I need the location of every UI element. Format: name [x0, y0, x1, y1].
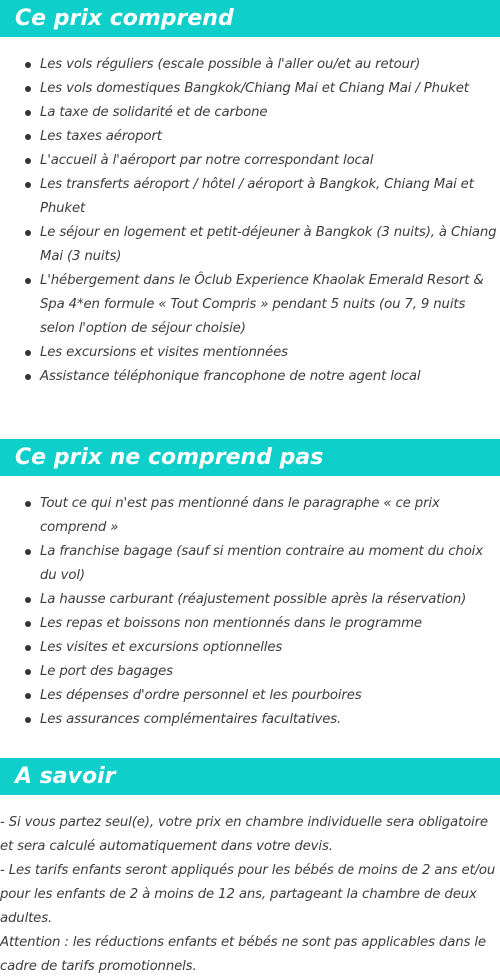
bullet-icon	[25, 182, 31, 188]
good-to-know-body	[0, 811, 500, 979]
included-list	[0, 53, 500, 389]
bullet-icon	[25, 278, 31, 284]
info-paragraph: - Les tarifs enfants seront appliqués pour les bébés de moins de 2 ans et/ou pour les enfants de 2 à moins de 12 ans, partageant la chambre de deux adultes.	[0, 863, 496, 926]
list-item: Les vols réguliers (escale possible à l'aller ou/et au retour)	[40, 53, 500, 77]
section-title: Ce prix ne comprend pas	[15, 445, 324, 470]
section-title: Ce prix comprend	[15, 6, 234, 31]
bullet-icon	[25, 134, 31, 140]
bullet-icon	[25, 62, 31, 68]
info-paragraph: Attention : les réductions enfants et bébés ne sont pas applicables dans le cadre de tarifs promotionnels.	[0, 935, 486, 974]
included-list-container	[0, 53, 500, 389]
bullet-icon	[25, 645, 31, 651]
section-title: A savoir	[15, 764, 116, 789]
bullet-icon	[25, 597, 31, 603]
list-item: Le port des bagages	[40, 660, 500, 684]
list-item: Les vols domestiques Bangkok/Chiang Mai et Chiang Mai / Phuket	[40, 77, 500, 101]
list-item: Les transferts aéroport / hôtel / aéroport à Bangkok, Chiang Mai et Phuket	[40, 173, 500, 221]
list-item: Assistance téléphonique francophone de notre agent local	[40, 365, 500, 389]
list-item: La taxe de solidarité et de carbone	[40, 101, 500, 125]
bullet-icon	[25, 501, 31, 507]
bullet-icon	[25, 621, 31, 627]
bullet-icon	[25, 110, 31, 116]
section-header-good-to-know	[0, 758, 500, 795]
list-item: Les taxes aéroport	[40, 125, 500, 149]
bullet-icon	[25, 669, 31, 675]
bullet-icon	[25, 230, 31, 236]
not-included-list	[0, 492, 500, 732]
list-item: Les excursions et visites mentionnées	[40, 341, 500, 365]
list-item: Les assurances complémentaires facultatives.	[40, 708, 500, 732]
list-item: Les dépenses d'ordre personnel et les pourboires	[40, 684, 500, 708]
list-item: Tout ce qui n'est pas mentionné dans le paragraphe « ce prix comprend »	[40, 492, 500, 540]
section-header-included	[0, 0, 500, 37]
list-item: Les repas et boissons non mentionnés dans le programme	[40, 612, 500, 636]
info-paragraph: - Si vous partez seul(e), votre prix en chambre individuelle sera obligatoire et sera calculé automatiquement dans votre devis.	[0, 815, 488, 854]
bullet-icon	[25, 717, 31, 723]
list-item: L'hébergement dans le Ôclub Experience Khaolak Emerald Resort & Spa 4*en formule « Tout Compris » pendant 5 nuits (ou 7, 9 nuits selon l'option de séjour choisie)	[40, 269, 500, 341]
list-item: La franchise bagage (sauf si mention contraire au moment du choix du vol)	[40, 540, 500, 588]
list-item: Le séjour en logement et petit-déjeuner à Bangkok (3 nuits), à Chiang Mai (3 nuits)	[40, 221, 500, 269]
bullet-icon	[25, 350, 31, 356]
bullet-icon	[25, 549, 31, 555]
list-item: L'accueil à l'aéroport par notre correspondant local	[40, 149, 500, 173]
bullet-icon	[25, 374, 31, 380]
bullet-icon	[25, 86, 31, 92]
list-item: La hausse carburant (réajustement possible après la réservation)	[40, 588, 500, 612]
section-header-not-included	[0, 439, 500, 476]
bullet-icon	[25, 693, 31, 699]
bullet-icon	[25, 158, 31, 164]
not-included-list-container	[0, 492, 500, 732]
list-item: Les visites et excursions optionnelles	[40, 636, 500, 660]
